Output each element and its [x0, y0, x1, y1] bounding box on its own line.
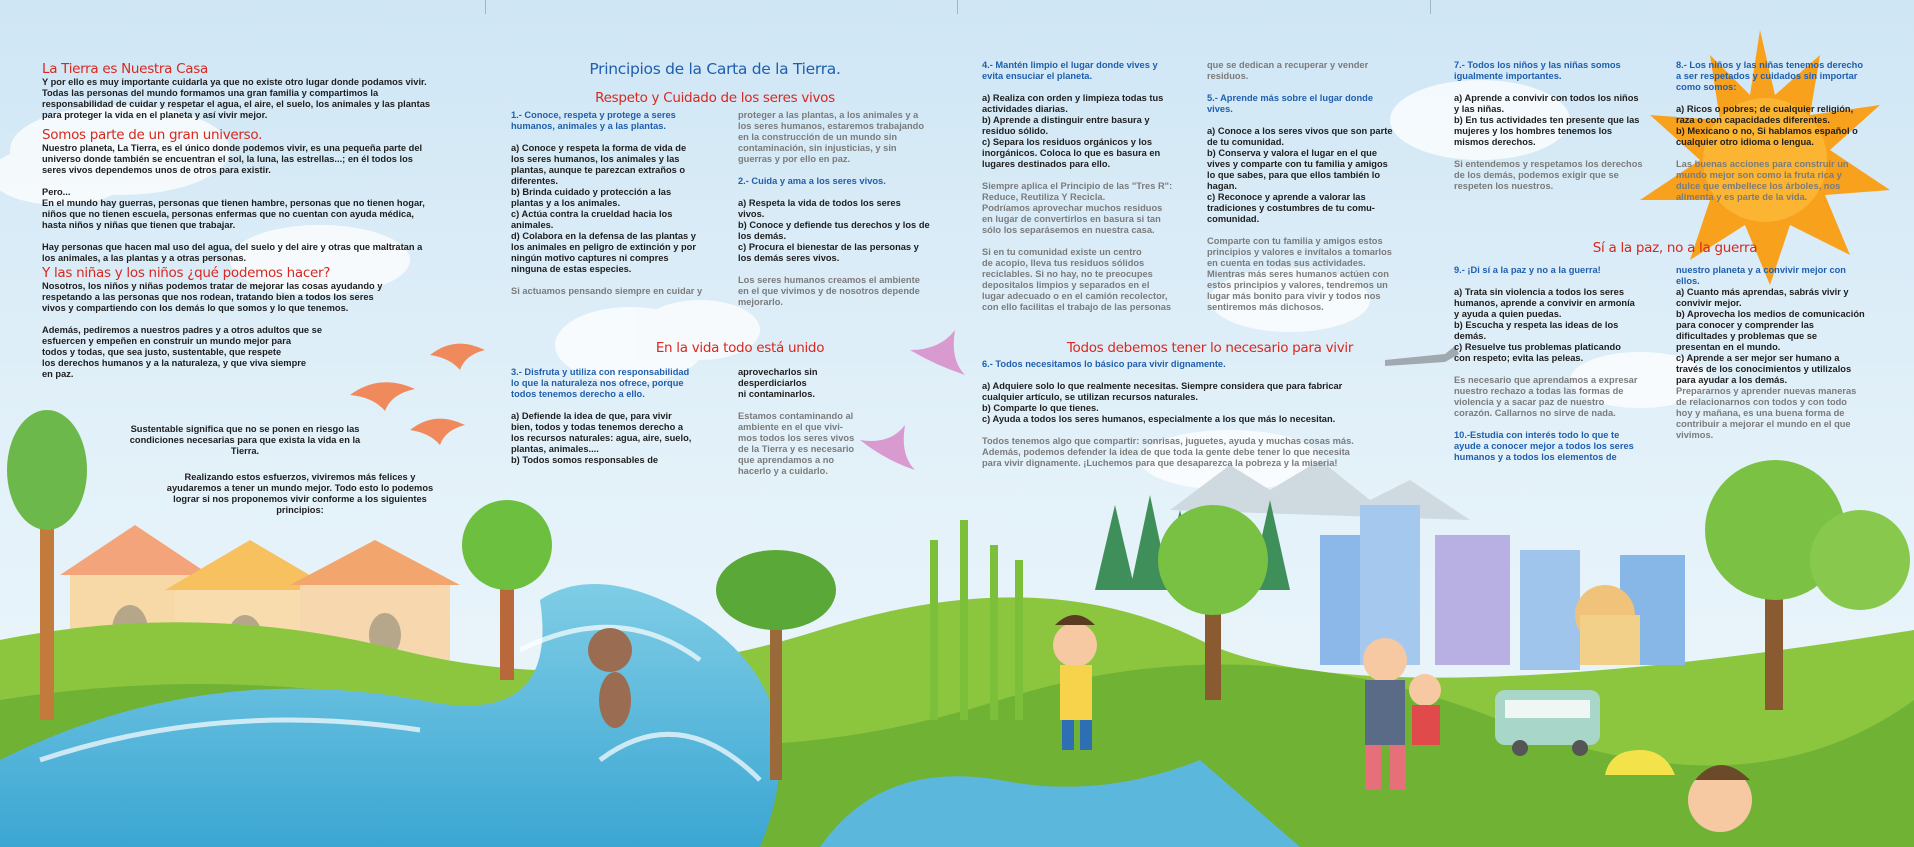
principle-7-body: a) Aprende a convivir con todos los niños y las niñas. b) En tus actividades ten presente que las mujeres y los hombres tenemos los mismos derechos. — [1454, 93, 1640, 147]
principle-7-heading: 7.- Todos los niños y las niñas somos igualmente importantes. — [1454, 60, 1621, 81]
principle-2-heading: 2.- Cuida y ama a los seres vivos. — [738, 176, 886, 186]
principle-4-continued: que se dedican a recuperar y vender residuos. — [1207, 60, 1369, 81]
heading-universo: Somos parte de un gran universo. — [42, 127, 263, 143]
principle-5-heading: 5.- Aprende más sobre el lugar donde vives. — [1207, 93, 1374, 114]
paragraph-realizando: Realizando estos esfuerzos, viviremos más felices y ayudaremos a tener un mundo mejor. Todo esto lo podemos lograr si nos proponemos vivir conforme a los siguientes principios: — [166, 472, 434, 515]
principle-6-body: a) Adquiere solo lo que realmente necesitas. Siempre considera que para fabricar cualquier artículo, se utilizan recursos naturales. b) Comparte lo que tienes. c) Ayuda a todos los seres humanos, especialmente a los que más lo necesitan. — [982, 381, 1343, 424]
principle-10-heading: 10.-Estudia con interés todo lo que te ayude a conocer mejor a todos los seres humanos y a todos los elementos de — [1454, 430, 1634, 462]
principle-4-heading: 4.- Mantén limpio el lugar donde vives y evita ensuciar el planeta. — [982, 60, 1158, 81]
paragraph-nosotros: Nosotros, los niños y niñas podemos tratar de mejorar las cosas ayudando y respetando a las personas que nos rodean, tratando bien a todos los seres vivos y compartiendo con los demás lo que somos y lo que tenemos. — [42, 281, 383, 313]
principle-6 — [982, 359, 1402, 469]
principle-3 — [511, 367, 711, 466]
principle-3-note: Estamos contaminando al ambiente en el que vivi- mos todos los seres vivos de la Tierra y es necesario que aprendamos a no hacerlo y a cuidarlo. — [738, 411, 855, 476]
paragraph-casa: Y por ello es muy importante cuidarla ya que no existe otro lugar donde podamos vivir. Todas las personas del mundo formamos una gran familia y compartimos la responsabilidad de cuidar y respetar el agua, el aire, el suelo, los animales y las plantas para proteger la vida en el planeta y así vivir mejor. — [42, 77, 431, 120]
paragraph-sustentable-box — [110, 424, 380, 457]
paragraph-pero: Pero... En el mundo hay guerras, personas que tienen hambre, personas que no tienen hogar, niños que no tienen escuela, personas enfermas que no cuentan con ayuda médica, hasta niños y niñas que tienen que trabajar. — [42, 187, 425, 230]
principle-10-heading-continued: nuestro planeta y a convivir mejor con ellos. — [1676, 265, 1846, 286]
principle-6-heading: 6.- Todos necesitamos lo básico para vivir dignamente. — [982, 359, 1226, 369]
principle-3-body: a) Defiende la idea de que, para vivir bien, todos y todas tenemos derecho a los recursos naturales: agua, aire, suelo, plantas, animales.... b) Todos somos responsables de — [511, 411, 692, 465]
principle-3-heading: 3.- Disfruta y utiliza con responsabilidad lo que la naturaleza nos ofrece, porque todos tenemos derecho a ello. — [511, 367, 690, 399]
principle-2 — [738, 110, 938, 308]
principle-8-body: a) Ricos o pobres; de cualquier religión, raza o con capacidades diferentes. b) Mexicano o no, Si hablamos español o cualquier otro idioma o lengua. — [1676, 104, 1858, 147]
paragraph-universo: Nuestro planeta, La Tierra, es el único donde podemos vivir, es una pequeña parte del universo donde también se encuentran el sol, la luna, las estrellas...; en él todos los seres vivos dependemos unos de otros para existir. — [42, 143, 423, 175]
principle-1-continued: proteger a las plantas, a los animales y a los seres humanos, estaremos trabajando en la construcción de un mundo sin contaminación, sin injusticias, y sin guerras y por ello en paz. — [738, 110, 925, 164]
principle-3-continued-box — [738, 367, 868, 477]
fold-mark — [485, 0, 486, 14]
principle-9 — [1454, 265, 1654, 463]
principle-10-body: a) Cuanto más aprendas, sabrás vivir y convivir mejor. b) Aprovecha los medios de comunicación para conocer y comprender las dificultades y problemas que se presentan en el mundo. c) Aprende a ser mejor ser humano a través de los conocimientos y utilizalos para ayudar a los demás. — [1676, 287, 1865, 385]
principle-3-continued: aprovecharlos sin desperdiciarlos ni contaminarlos. — [738, 367, 818, 399]
subtitle-unido: En la vida todo está unido — [655, 340, 825, 356]
paragraph-personas: Hay personas que hacen mal uso del agua, del suelo y del aire y otras que maltratan a los animales, a las plantas y a otras personas. — [42, 242, 423, 263]
principle-1-note: Si actuamos pensando siempre en cuidar y — [511, 286, 703, 296]
subtitle-necesario: Todos debemos tener lo necesario para vivir — [1066, 340, 1354, 356]
title-principios: Principios de la Carta de la Tierra. — [589, 60, 841, 78]
heading-que-hacer: Y las niñas y los niños ¿qué podemos hacer? — [42, 265, 331, 281]
principle-9-note: Es necesario que aprendamos a expresar nuestro rechazo a todas las formas de violencia y a sacar paz de nuestro corazón. Callarnos no sirve de nada. — [1454, 375, 1638, 418]
principle-1-heading: 1.- Conoce, respeta y protege a seres humanos, animales y a las plantas. — [511, 110, 676, 131]
principle-5-note: Comparte con tu familia y amigos estos principios y valores e invítalos a tomarlos en cuenta en todas sus actividades. Mientras más seres humanos actúen con estos principios y valores, tendremos un lugar más bonito para vivir y todos nos sentiremos más dichosos. — [1207, 236, 1392, 312]
fold-mark — [1430, 0, 1431, 14]
paragraph-sustentable: Sustentable significa que no se ponen en riesgo las condiciones necesarias para que exista la vida en la Tierra. — [129, 424, 361, 456]
principle-9-body: a) Trata sin violencia a todos los seres humanos, aprende a convivir en armonía y ayuda a quien puedas. b) Escucha y respeta las ideas de los demás. c) Resuelve tus problemas platicando con respeto; evita las peleas. — [1454, 287, 1635, 363]
principle-8-note: Las buenas acciones para construir un mundo mejor son como la fruta rica y dulce que embellece los árboles, nos alimenta y es parte de la vida. — [1676, 159, 1849, 202]
subtitle-paz: Sí a la paz, no a la guerra — [1592, 240, 1758, 256]
principle-1 — [511, 110, 711, 297]
principle-10-note: Prepararnos y aprender nuevas maneras de relacionarnos con todos y con todo hoy y mañana, es una buena forma de contribuir a mejorar el mundo en el que vivimos. — [1676, 386, 1857, 440]
principle-5-body: a) Conoce a los seres vivos que son parte de tu comunidad. b) Conserva y valora el lugar en el que vives y comparte con tu familia y amigos lo que sabes, para que ellos también lo hagan. c) Reconoce y aprende a valorar las tradiciones y costumbres de tu comu- comunidad. — [1207, 126, 1393, 224]
panel-intro — [42, 62, 462, 391]
principle-5 — [1207, 60, 1407, 313]
principle-4 — [982, 60, 1182, 313]
heading-tierra-casa: La Tierra es Nuestra Casa — [42, 61, 208, 77]
principle-9-heading: 9.- ¡Di sí a la paz y no a la guerra! — [1454, 265, 1601, 275]
principle-8 — [1676, 60, 1876, 203]
paragraph-realizando-box — [140, 472, 460, 516]
principle-8-heading: 8.- Los niños y las niñas tenemos derecho a ser respetados y cuidados sin importar como somos: — [1676, 60, 1864, 92]
principle-6-note: Todos tenemos algo que compartir: sonrisas, juguetes, ayuda y muchas cosas más. Además, podemos defender la idea de que toda la gente debe tener lo que necesita para vivir dignamente. ¡Luchemos para que desaparezca la pobreza y la miseria! — [982, 436, 1354, 468]
principle-7 — [1454, 60, 1654, 192]
paragraph-ademas: Además, pediremos a nuestros padres y a otros adultos que se esfuercen y empeñen en construir un mundo mejor para todos y todas, que sea justo, sustentable, que respete los derechos humanos y a la naturaleza, y que viva siempre en paz. — [42, 325, 323, 379]
subtitle-respeto: Respeto y Cuidado de los seres vivos — [595, 90, 835, 106]
principle-4-body: a) Realiza con orden y limpieza todas tus actividades diarias. b) Aprende a distinguir entre basura y residuo sólido. c) Separa los residuos orgánicos y los inorgánicos. Coloca lo que es basura en lugares destinados para ello. — [982, 93, 1164, 169]
principle-1-body: a) Conoce y respeta la forma de vida de los seres humanos, los animales y las plantas, aunque te parezcan extraños o diferentes. b) Brinda cuidado y protección a las plantas y a los animales. c) Actúa contra la crueldad hacia los animales. d) Colabora en la defensa de las plantas y los animales en peligro de extinción y por ningún motivo captures ni compres ninguna de estas especies. — [511, 143, 696, 274]
fold-mark — [957, 0, 958, 14]
principle-2-note: Los seres humanos creamos el ambiente en el que vivimos y de nosotros depende mejorarlo. — [738, 275, 920, 307]
principle-2-body: a) Respeta la vida de todos los seres vivos. b) Conoce y defiende tus derechos y los de los demás. c) Procura el bienestar de las personas y los demás seres vivos. — [738, 198, 930, 263]
principle-4-note-2: Si en tu comunidad existe un centro de acopio, lleva tus residuos sólidos reciclables. Si no hay, no te preocupes depositalos limpios y separados en el lugar adecuado o en el camión recolector, con ello facilitas el trabajo de las personas — [982, 247, 1172, 312]
principle-10 — [1676, 265, 1876, 441]
principle-4-note-1: Siempre aplica el Principio de las "Tres R": Reduce, Reutiliza Y Recicla. Podríamos aprovechar muchos residuos en lugar de convertirlos en basura si tan sólo los separásemos en nuestra casa. — [982, 181, 1173, 235]
principle-7-note: Si entendemos y respetamos los derechos de los demás, podemos exigir que se respeten los nuestros. — [1454, 159, 1643, 191]
